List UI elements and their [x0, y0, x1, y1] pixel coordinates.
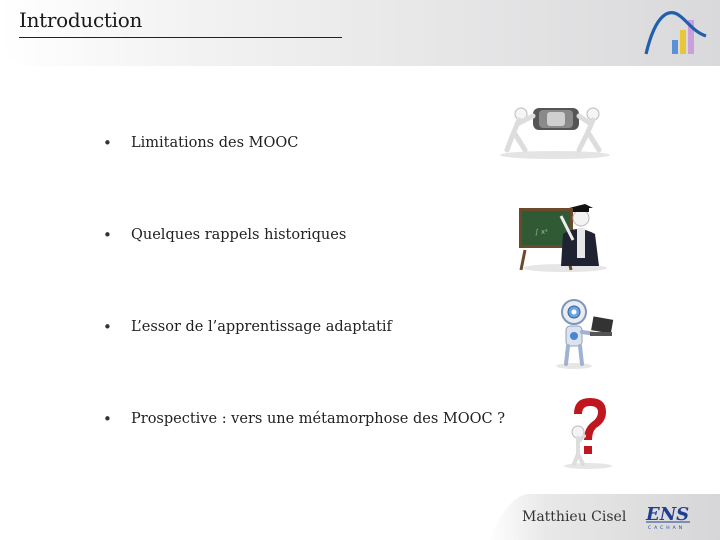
ens-cachan-logo-icon	[644, 501, 694, 531]
svg-text:∫ x²: ∫ x²	[535, 228, 548, 236]
bullet-symbol: •	[103, 410, 112, 428]
title-underline	[19, 37, 342, 38]
logo-subtext: CACHAN	[648, 526, 686, 531]
figure-question-mark-icon	[558, 392, 618, 470]
bullet-symbol: •	[103, 134, 112, 152]
bullet-text: L’essor de l’apprentissage adaptatif	[131, 319, 392, 335]
bullet-symbol: •	[103, 318, 112, 336]
bar-curve-logo-icon	[640, 2, 710, 62]
bullet-text: Quelques rappels historiques	[131, 227, 347, 243]
page-title: Introduction	[19, 8, 143, 32]
robot-with-laptop-icon	[552, 296, 617, 370]
logo-text: ENS	[646, 504, 690, 525]
bullet-symbol: •	[103, 226, 112, 244]
bullet-text: Prospective : vers une métamorphose des MOOC ?	[131, 411, 506, 427]
author-name: Matthieu Cisel	[522, 509, 627, 525]
bullet-text: Limitations des MOOC	[131, 135, 299, 151]
teacher-at-chalkboard-icon	[515, 194, 610, 274]
list-item	[0, 223, 720, 247]
two-figures-carrying-object-icon	[495, 98, 615, 160]
